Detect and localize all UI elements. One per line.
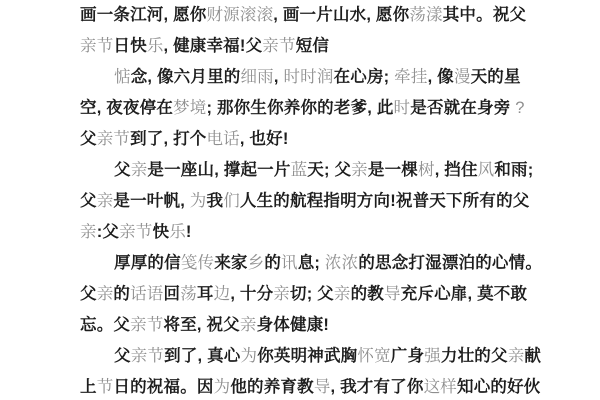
text-segment: 其中。祝父 (442, 6, 527, 24)
text-segment: 是一叶帆, (113, 192, 190, 210)
text-segment: , 我才有了你 (330, 378, 424, 396)
text-segment: 的 (113, 285, 131, 303)
text-segment: 身体健康! (256, 316, 330, 334)
text-segment: 漫 (453, 68, 471, 86)
text-segment: 亲 (80, 223, 97, 241)
text-segment: , 画一片山水, 愿你 (273, 6, 410, 24)
text-segment: 这样 (423, 378, 457, 396)
text-line (80, 372, 560, 400)
text-segment: 父 (80, 285, 97, 303)
text-segment: 你英明神武胸 (257, 347, 358, 365)
text-segment: 父 (114, 161, 131, 179)
text-line (80, 0, 560, 31)
text-segment: 亲 (273, 285, 290, 303)
text-segment: 亲节 (96, 130, 131, 148)
text-segment: 乡 (247, 254, 265, 272)
text-segment: 导 (313, 378, 331, 396)
text-segment: , 也好! (239, 130, 289, 148)
text-segment: ? (515, 99, 525, 117)
text-segment: 画一条江河, 愿你 (80, 6, 207, 24)
text-segment: 电话 (206, 130, 240, 148)
text-segment: , (273, 68, 284, 86)
text-segment: 的教 (350, 285, 384, 303)
text-segment: 浓浓 (324, 254, 359, 272)
text-segment: 亲节 (119, 223, 153, 241)
text-segment: 天; 父 (307, 161, 352, 179)
text-segment: 亲 (130, 161, 148, 179)
text-segment: 笺传 (180, 254, 215, 272)
text-segment: 亲 (239, 316, 257, 334)
text-segment: 怀宽 (357, 347, 391, 365)
text-line (80, 217, 560, 248)
text-segment: 知心的好伙 (457, 378, 541, 396)
text-segment: , 十分 (230, 285, 274, 303)
text-segment: 时时润 (283, 68, 334, 86)
text-segment: 来家 (214, 254, 248, 272)
text-segment: 边 (213, 285, 231, 303)
text-segment: 为 (189, 192, 207, 210)
text-segment: 人生的航程指明方向!祝普天下所有的父 (239, 192, 530, 210)
text-segment: 空, 夜夜停在 (80, 99, 174, 117)
text-segment: 梦境 (173, 99, 207, 117)
text-segment: 切; 父 (290, 285, 334, 303)
text-segment: 风 (477, 161, 495, 179)
text-segment: 是否就在身旁 (410, 99, 516, 117)
text-line (80, 310, 560, 341)
text-segment: 我 (206, 192, 224, 210)
text-segment: 献 (524, 347, 542, 365)
text-segment: 为 (240, 347, 258, 365)
text-line (80, 341, 560, 372)
text-segment: 亲 (507, 347, 525, 365)
text-segment: 蓝 (290, 161, 308, 179)
text-segment: 乐 (169, 223, 186, 241)
text-line (80, 279, 560, 310)
text-segment: 亲节 (80, 37, 114, 55)
text-segment: :父 (96, 223, 120, 241)
text-segment: 们 (223, 192, 240, 210)
text-segment: 充斥心扉, 莫不敢 (400, 285, 528, 303)
text-segment: 节 (96, 378, 114, 396)
text-segment: 上 (80, 378, 97, 396)
text-segment: 为 (213, 378, 231, 396)
text-segment: 牵挂 (394, 68, 428, 86)
text-segment: ! (185, 223, 192, 241)
text-segment: 父 (80, 192, 97, 210)
text-segment: 到了, 真心 (164, 347, 241, 365)
text-line (80, 93, 560, 124)
text-segment: 财源滚滚 (206, 6, 274, 24)
text-segment: 树 (417, 161, 435, 179)
text-segment: , 健康幸福!父 (163, 37, 263, 55)
text-segment: 和雨; (494, 161, 534, 179)
text-segment: ; 那你生你养你的老爹, 此 (206, 99, 394, 117)
text-segment: 力壮的父 (440, 347, 508, 365)
text-segment: 将至, 祝父 (163, 316, 240, 334)
text-line (80, 248, 560, 279)
text-segment: 日快 (113, 37, 147, 55)
text-segment: 厚厚的信 (114, 254, 181, 272)
text-segment: 亲节 (130, 316, 164, 334)
text-segment: 亲 (96, 192, 114, 210)
text-segment: 导 (384, 285, 401, 303)
text-segment: 荡 (180, 285, 197, 303)
text-segment: 在心房; (333, 68, 395, 86)
text-segment: 耳 (196, 285, 214, 303)
text-line (80, 124, 560, 155)
text-segment: 念, 像六月里的 (130, 68, 241, 86)
text-line (80, 31, 560, 62)
text-segment: 亲 (96, 285, 114, 303)
text-segment: 亲节 (262, 37, 296, 55)
text-segment: , 像 (427, 68, 454, 86)
text-line (80, 155, 560, 186)
text-segment: 广身 (390, 347, 425, 365)
text-segment: , 挡住 (434, 161, 478, 179)
text-segment: 忘。父 (80, 316, 131, 334)
text-segment: 的 (264, 254, 282, 272)
text-segment: 话语 (130, 285, 164, 303)
text-segment: 惦 (114, 68, 131, 86)
text-segment: 亲 (351, 161, 368, 179)
text-segment: 强 (424, 347, 441, 365)
text-content (80, 0, 560, 400)
text-segment: 他的养育教 (230, 378, 314, 396)
text-segment: 讯 (281, 254, 298, 272)
text-segment: 荡漾 (409, 6, 443, 24)
text-segment: 是一棵 (367, 161, 418, 179)
text-segment: 回 (163, 285, 181, 303)
text-segment: 亲节 (130, 347, 165, 365)
text-segment: 天的星 (470, 68, 521, 86)
text-segment: 到了, 打个 (130, 130, 207, 148)
text-segment: 时 (393, 99, 411, 117)
text-segment: 息; (297, 254, 325, 272)
text-segment: 父 (80, 130, 97, 148)
text-segment: 短信 (295, 37, 330, 55)
text-segment: 亲 (333, 285, 351, 303)
text-segment: 父 (114, 347, 131, 365)
text-line (80, 186, 560, 217)
text-line (80, 62, 560, 93)
text-segment: 的思念打湿漂泊的心情。 (358, 254, 543, 272)
text-segment: 细雨 (240, 68, 274, 86)
text-segment: 快 (152, 223, 170, 241)
text-segment: 是一座山, 撑起一片 (147, 161, 291, 179)
text-segment: 乐 (146, 37, 164, 55)
text-segment: 日的祝福。因 (113, 378, 214, 396)
